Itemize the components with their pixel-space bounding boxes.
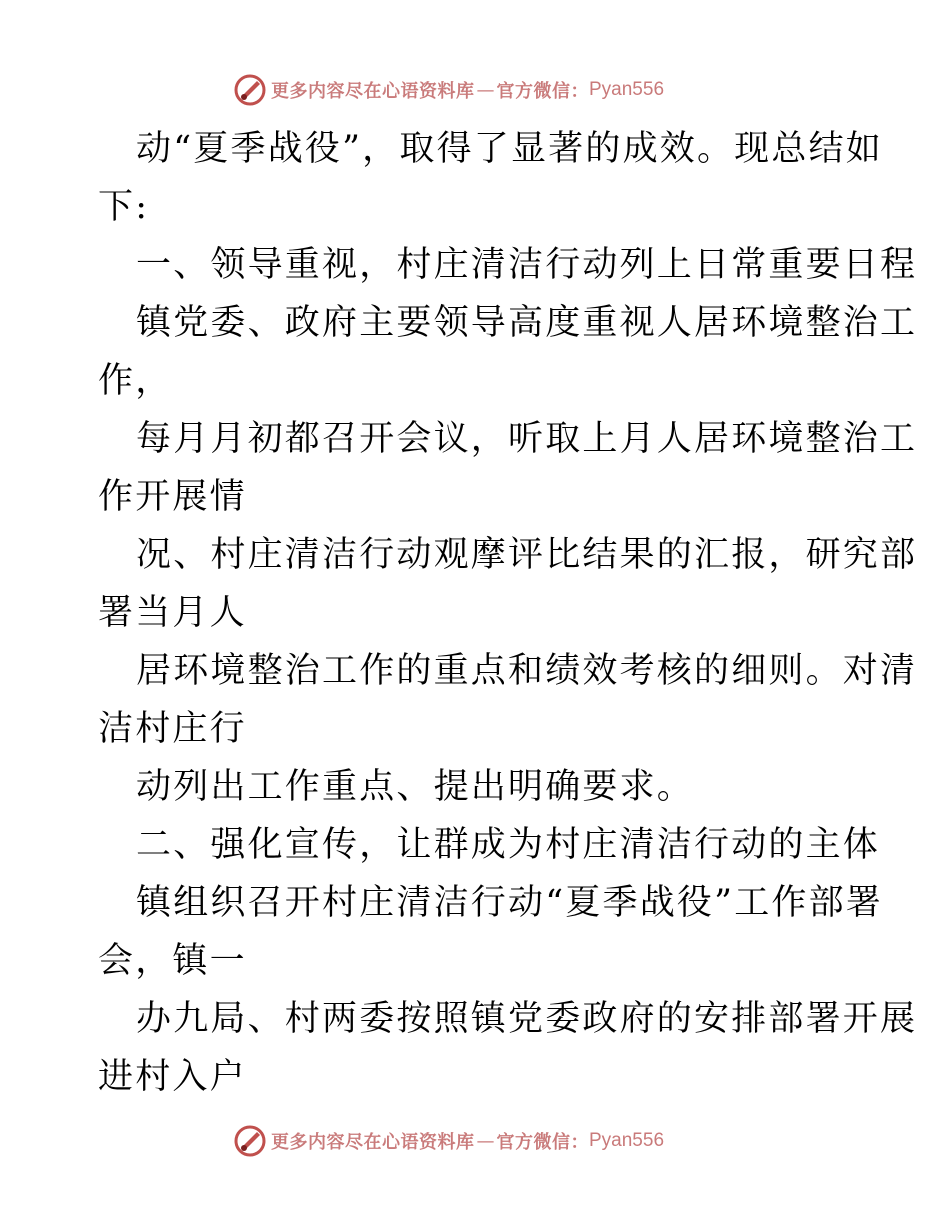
text-line: 每月月初都召开会议，听取上月人居环境整治工 <box>136 419 918 459</box>
text-line: 办九局、村两委按照镇党委政府的安排部署开展 <box>136 999 918 1039</box>
watermark-text: 更多内容尽在心语资料库 <box>271 1132 475 1153</box>
text-line: 居环境整治工作的重点和绩效考核的细则。对清 <box>136 651 918 691</box>
text-line: 下: <box>98 187 150 227</box>
watermark-text: 更多内容尽在心语资料库 <box>271 81 475 102</box>
text-line: 镇组织召开村庄清洁行动“夏季战役”工作部署 <box>136 883 883 923</box>
text-line: 作开展情 <box>98 477 247 517</box>
watermark-id: Pyan556 <box>589 1130 665 1151</box>
text-line: 动“夏季战役”，取得了显著的成效。现总结如 <box>136 129 883 169</box>
watermark-label: 官方微信： <box>496 1132 589 1153</box>
brand-logo-icon <box>233 1124 267 1158</box>
watermark-separator: — <box>476 1130 495 1152</box>
watermark-id: Pyan556 <box>589 79 665 100</box>
header-watermark <box>233 72 733 108</box>
text-line: 洁村庄行 <box>98 709 247 749</box>
section-heading: 二、强化宣传，让群成为村庄清洁行动的主体 <box>136 825 881 865</box>
text-line: 会，镇一 <box>98 941 247 981</box>
text-line: 镇党委、政府主要领导高度重视人居环境整治工 <box>136 303 918 343</box>
text-line: 进村入户 <box>98 1057 247 1097</box>
footer-watermark <box>233 1123 733 1159</box>
brand-logo-icon <box>233 73 267 107</box>
text-line: 动列出工作重点、提出明确要求。 <box>136 767 695 807</box>
watermark-label: 官方微信： <box>496 81 589 102</box>
text-line: 作， <box>98 361 173 401</box>
watermark-separator: — <box>476 79 495 101</box>
section-heading: 一、领导重视，村庄清洁行动列上日常重要日程 <box>136 245 918 285</box>
text-line: 署当月人 <box>98 593 247 633</box>
text-line: 况、村庄清洁行动观摩评比结果的汇报，研究部 <box>136 535 918 575</box>
document-body <box>98 120 918 1106</box>
